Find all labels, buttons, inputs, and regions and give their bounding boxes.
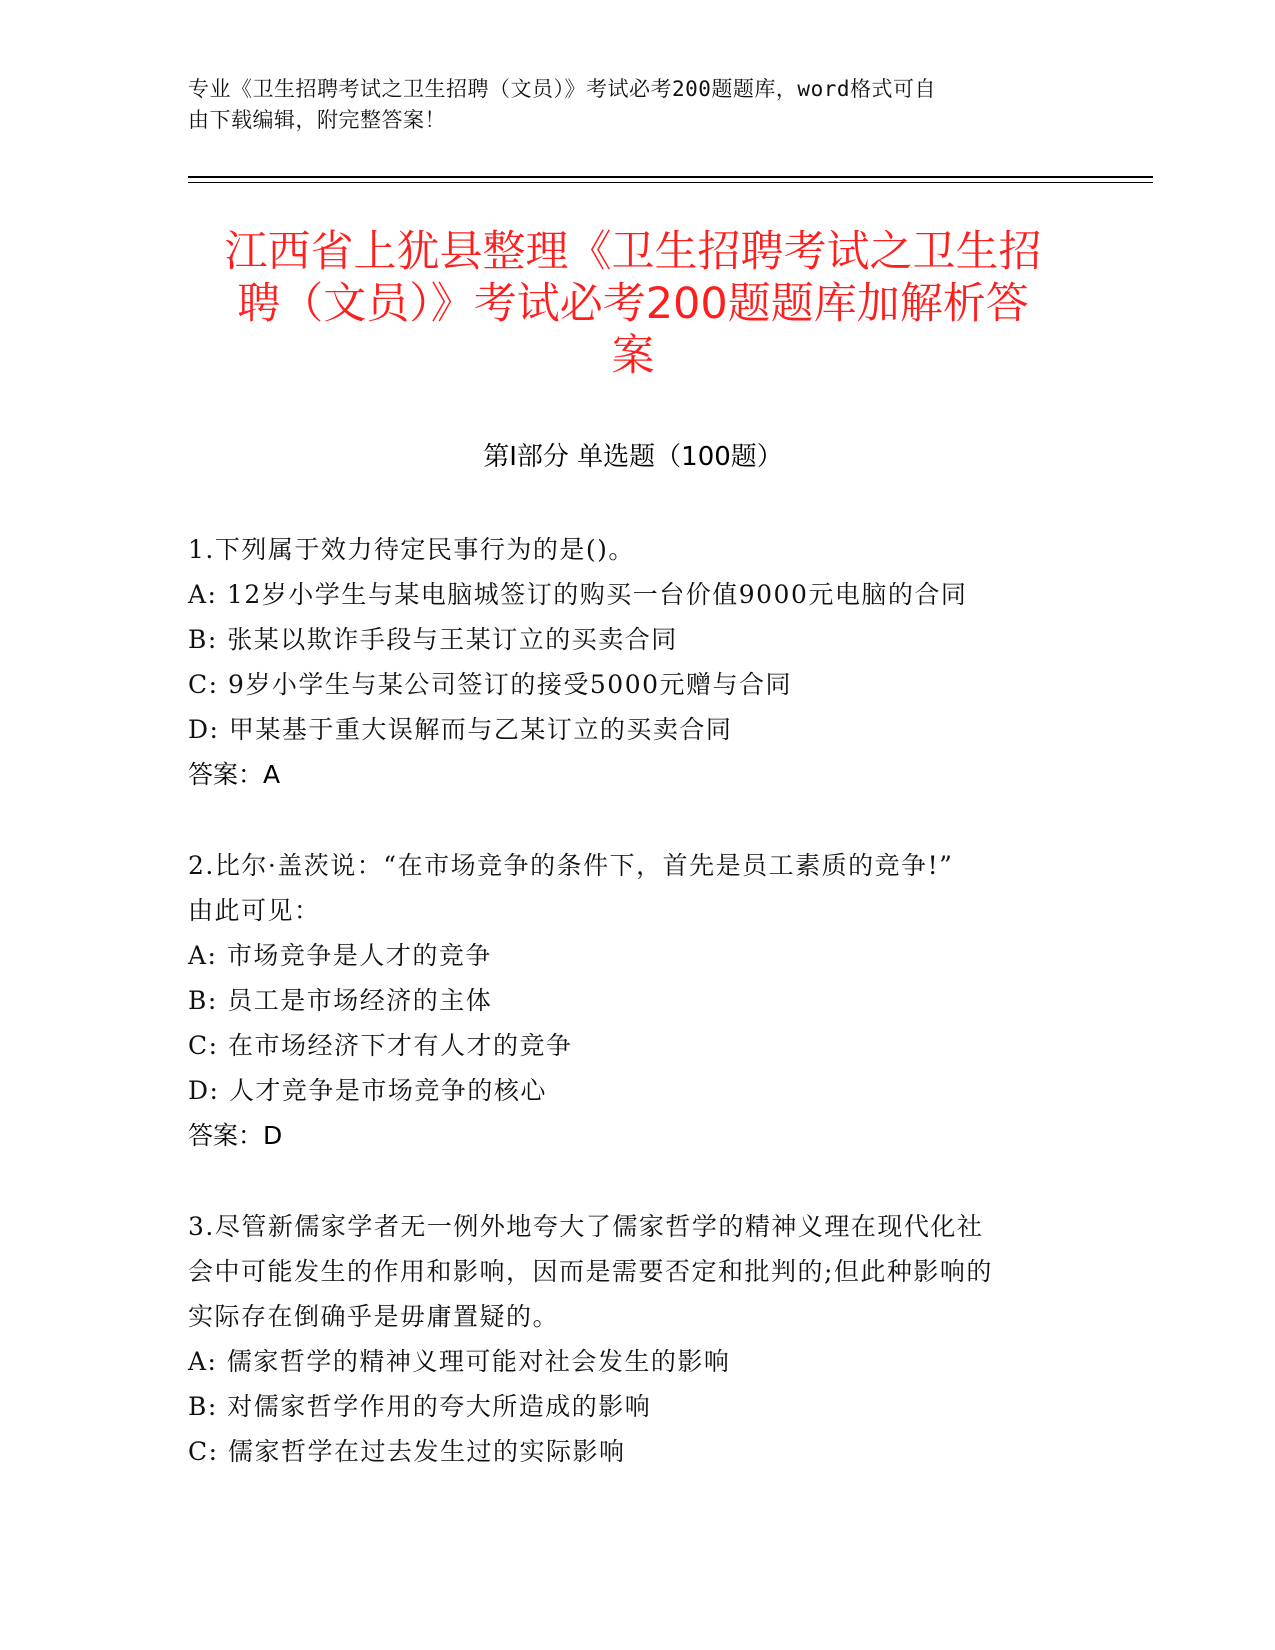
question-stem: 2.比尔·盖茨说：“在市场竞争的条件下，首先是员工素质的竞争!” bbox=[188, 851, 954, 880]
option-a: A: 市场竞争是人才的竞争 bbox=[188, 941, 492, 970]
title-line: 江西省上犹县整理《卫生招聘考试之卫生招 bbox=[224, 227, 1042, 277]
header-divider-thick bbox=[188, 176, 1153, 178]
question-stem: 会中可能发生的作用和影响，因而是需要否定和批判的;但此种影响的 bbox=[188, 1257, 993, 1286]
option-c: C: 儒家哲学在过去发生过的实际影响 bbox=[188, 1437, 626, 1466]
option-a: A: 12岁小学生与某电脑城签订的购买一台价值9000元电脑的合同 bbox=[188, 580, 968, 609]
option-d: D: 甲某基于重大误解而与乙某订立的买卖合同 bbox=[188, 715, 733, 744]
header-note bbox=[188, 74, 1068, 136]
question-stem: 3.尽管新儒家学者无一例外地夸大了儒家哲学的精神义理在现代化社 bbox=[188, 1212, 984, 1241]
option-a: A: 儒家哲学的精神义理可能对社会发生的影响 bbox=[188, 1347, 731, 1376]
option-d: D: 人才竞争是市场竞争的核心 bbox=[188, 1076, 547, 1105]
question-item bbox=[188, 843, 1068, 1158]
question-stem: 1.下列属于效力待定民事行为的是()。 bbox=[188, 535, 635, 564]
question-item bbox=[188, 527, 1068, 797]
answer-label: 答案：A bbox=[188, 760, 281, 789]
question-item bbox=[188, 1204, 1068, 1474]
answer-label: 答案：D bbox=[188, 1121, 283, 1150]
option-c: C: 在市场经济下才有人才的竞争 bbox=[188, 1031, 573, 1060]
question-list bbox=[188, 527, 1068, 1520]
option-b: B: 对儒家哲学作用的夸大所造成的影响 bbox=[188, 1392, 652, 1421]
header-note-line: 由下载编辑，附完整答案！ bbox=[188, 108, 446, 132]
header-divider-thin bbox=[188, 182, 1153, 183]
title-line: 聘（文员）》考试必考200题题库加解析答 bbox=[237, 279, 1029, 329]
question-stem: 由此可见： bbox=[188, 896, 321, 925]
section-heading: 第Ⅰ部分 单选题（100题） bbox=[483, 442, 783, 472]
header-note-line: 专业《卫生招聘考试之卫生招聘（文员）》考试必考200题题库，word格式可自 bbox=[188, 77, 936, 101]
title-line: 案 bbox=[611, 331, 655, 381]
question-stem: 实际存在倒确乎是毋庸置疑的。 bbox=[188, 1302, 560, 1331]
option-c: C: 9岁小学生与某公司签订的接受5000元赠与合同 bbox=[188, 670, 793, 699]
document-title bbox=[188, 226, 1078, 382]
option-b: B: 张某以欺诈手段与王某订立的买卖合同 bbox=[188, 625, 678, 654]
option-b: B: 员工是市场经济的主体 bbox=[188, 986, 493, 1015]
